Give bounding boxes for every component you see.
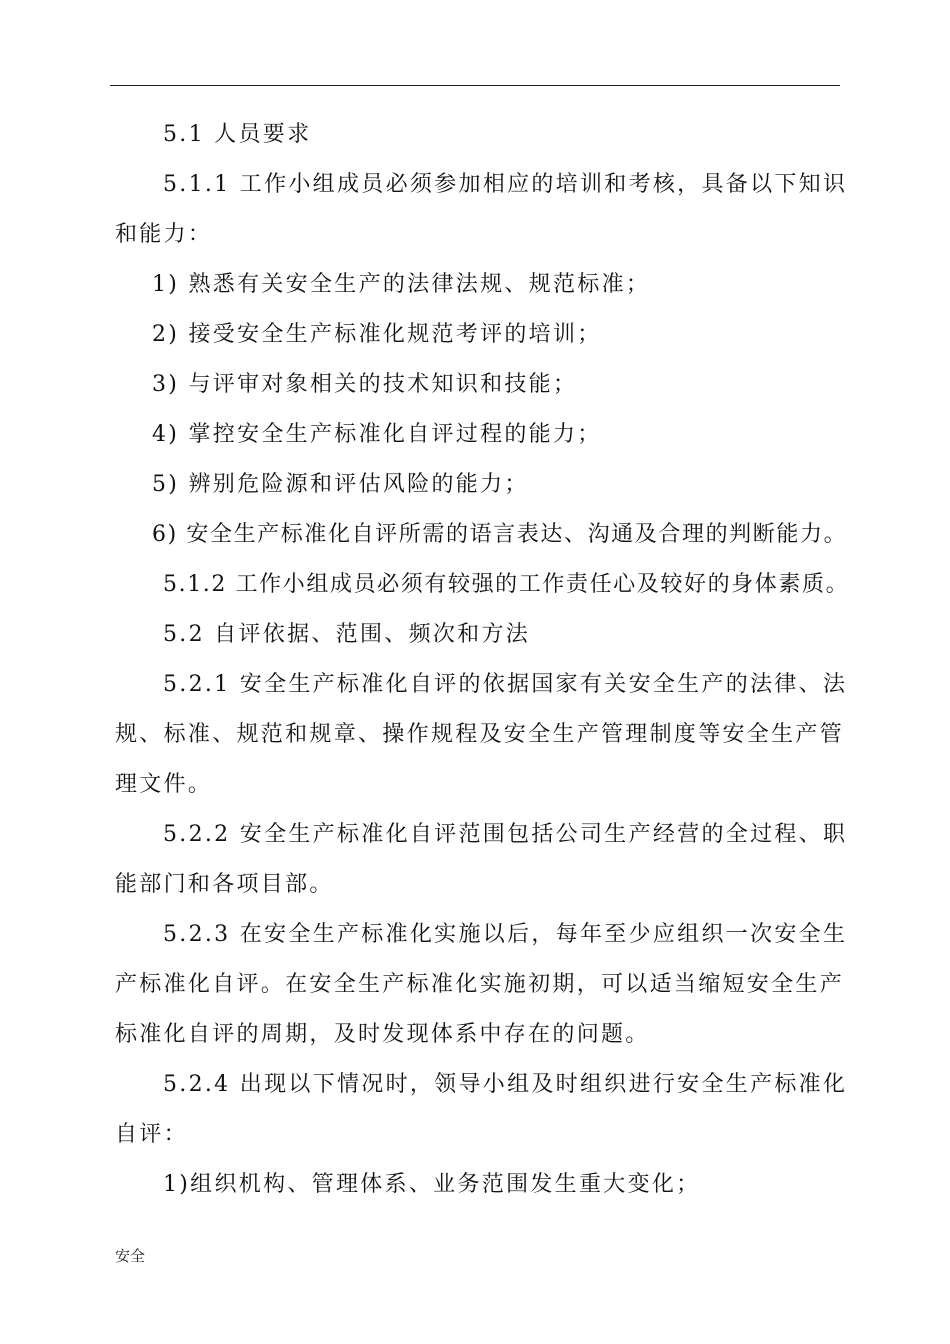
list-item: 5) 辨别危险源和评估风险的能力；: [152, 472, 529, 497]
paragraph-line: 理文件。: [115, 772, 213, 797]
list-item: 4) 掌控安全生产标准化自评过程的能力；: [152, 422, 602, 447]
list-item: 3) 与评审对象相关的技术知识和技能；: [152, 372, 578, 397]
paragraph-line: 能部门和各项目部。: [115, 872, 334, 897]
paragraph-line: 5.2.2 安全生产标准化自评范围包括公司生产经营的全过程、职: [163, 822, 848, 847]
paragraph-line: 5.2.3 在安全生产标准化实施以后，每年至少应组织一次安全生: [163, 922, 848, 947]
paragraph-line: 和能力：: [115, 222, 213, 247]
list-item: 6) 安全生产标准化自评所需的语言表达、沟通及合理的判断能力。: [152, 522, 848, 547]
paragraph-line: 5.2.4 出现以下情况时，领导小组及时组织进行安全生产标准化: [163, 1072, 848, 1097]
list-item: 1)组织机构、管理体系、业务范围发生重大变化；: [163, 1172, 701, 1197]
section-heading-5-1: 5.1 人员要求: [163, 122, 312, 147]
paragraph-line: 5.2.1 安全生产标准化自评的依据国家有关安全生产的法律、法: [163, 672, 848, 697]
section-heading-5-2: 5.2 自评依据、范围、频次和方法: [163, 622, 531, 647]
paragraph-line: 5.1.1 工作小组成员必须参加相应的培训和考核，具备以下知识: [163, 172, 848, 197]
paragraph-line: 标准化自评的周期，及时发现体系中存在的问题。: [115, 1022, 650, 1047]
paragraph-line: 自评：: [115, 1122, 188, 1147]
paragraph-line: 5.1.2 工作小组成员必须有较强的工作责任心及较好的身体素质。: [163, 572, 850, 597]
paragraph-line: 规、标准、规范和规章、操作规程及安全生产管理制度等安全生产管: [115, 722, 845, 747]
footer-text: 安全: [115, 1247, 146, 1265]
paragraph-line: 产标准化自评。在安全生产标准化实施初期，可以适当缩短安全生产: [115, 972, 845, 997]
list-item: 1) 熟悉有关安全生产的法律法规、规范标准；: [152, 272, 651, 297]
header-rule: [110, 85, 840, 86]
list-item: 2) 接受安全生产标准化规范考评的培训；: [152, 322, 602, 347]
